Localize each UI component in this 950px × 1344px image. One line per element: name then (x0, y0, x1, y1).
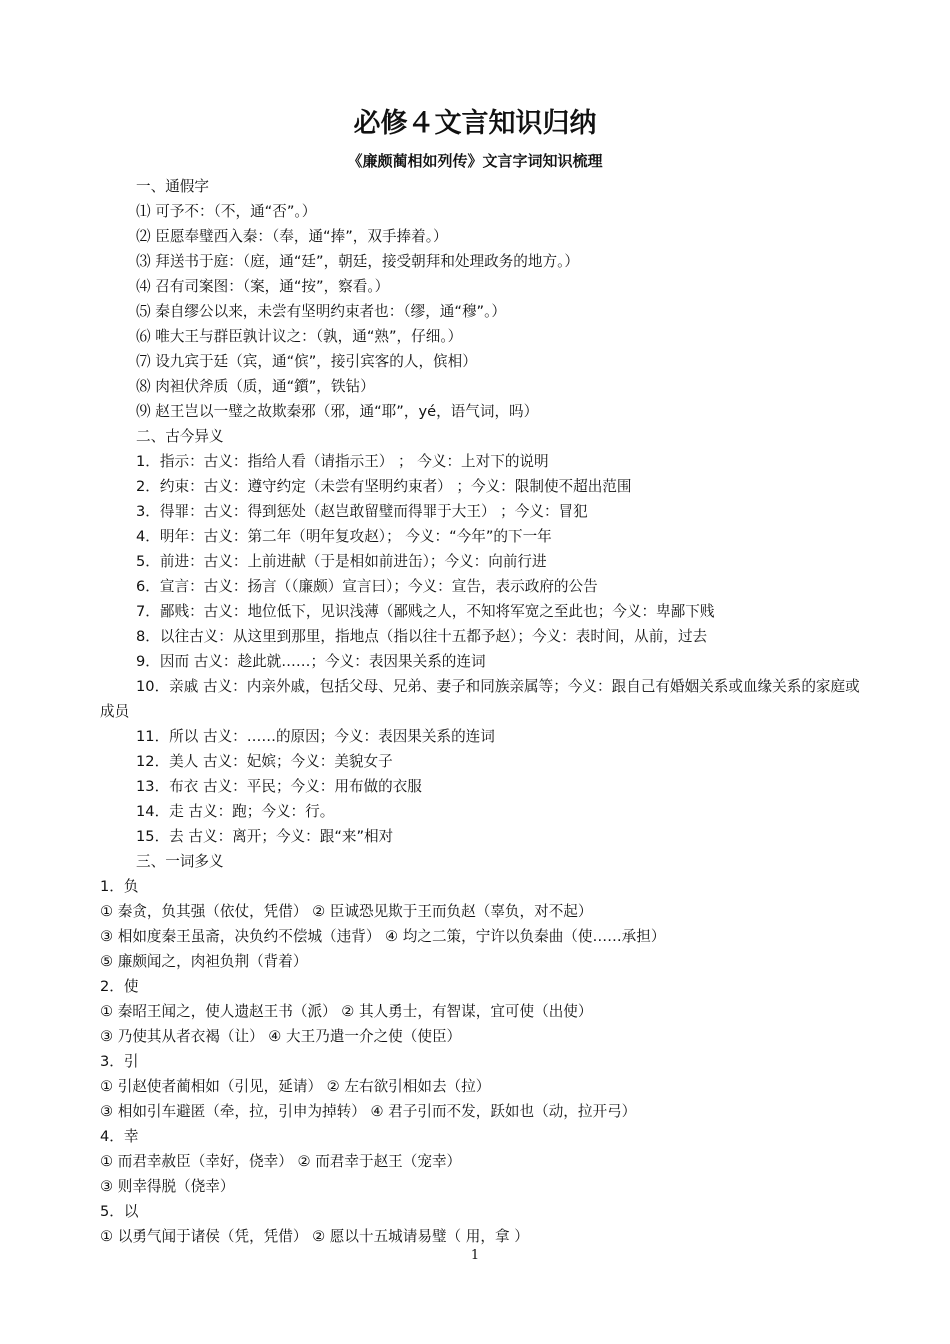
text-line: ⑴ 可予不：（不，通“否”。） (136, 203, 317, 220)
text-line: ① 秦贪，负其强（依仗，凭借） ② 臣诚恐见欺于王而负赵（辜负，对不起） (100, 903, 593, 920)
text-line: ⑺ 设九宾于廷（宾，通“傧”，接引宾客的人，傧相） (136, 353, 477, 370)
text-line: 11．所以 古义：……的原因；今义：表因果关系的连词 (136, 728, 495, 745)
text-line: ① 引赵使者蔺相如（引见，延请） ② 左右欲引相如去（拉） (100, 1078, 491, 1095)
text-line: ⑶ 拜送书于庭：（庭，通“廷”，朝廷，接受朝拜和处理政务的地方。） (136, 253, 579, 270)
text-line: 12．美人 古义：妃嫔；今义：美貌女子 (136, 753, 393, 770)
text-line: ⑹ 唯大王与群臣孰计议之：（孰，通“熟”，仔细。） (136, 328, 463, 345)
text-line: 7．鄙贱：古义：地位低下，见识浅薄（鄙贱之人，不知将军宽之至此也；今义：卑鄙下贱 (136, 603, 715, 620)
text-line: 3．引 (100, 1053, 139, 1070)
document-body (100, 174, 860, 1249)
text-line: 8．以往古义：从这里到那里，指地点（指以往十五都予赵）；今义：表时间，从前，过去 (136, 628, 708, 645)
text-line: 5．以 (100, 1203, 139, 1220)
text-line: 1．负 (100, 878, 139, 895)
text-line: ⑸ 秦自缪公以来，未尝有坚明约束者也：（缪，通“穆”。） (136, 303, 507, 320)
text-line: 4．幸 (100, 1128, 139, 1145)
text-line: 9．因而 古义：趁此就……；今义：表因果关系的连词 (136, 653, 486, 670)
text-line: 6．宣言：古义：扬言（（廉颇）宣言曰）；今义：宣告，表示政府的公告 (136, 578, 598, 595)
text-line: ⑷ 召有司案图：（案，通“按”，察看。） (136, 278, 390, 295)
text-line: 二、古今异义 (136, 428, 224, 445)
text-line: ③ 乃使其从者衣褐（让） ④ 大王乃遣一介之使（使臣） (100, 1028, 462, 1045)
text-line: 2．约束：古义：遵守约定（未尝有坚明约束者） ；今义：限制使不超出范围 (136, 478, 632, 495)
text-line: 10．亲戚 古义：内亲外戚，包括父母、兄弟、妻子和同族亲属等；今义：跟自己有婚姻关系或血缘关系的家庭或成员 (100, 678, 860, 720)
text-line: ① 以勇气闻于诸侯（凭，凭借） ② 愿以十五城请易璧（ 用，拿 ） (100, 1228, 529, 1245)
text-line: ⑤ 廉颇闻之，肉袒负荆（背着） (100, 953, 308, 970)
text-line: 一、通假字 (136, 178, 209, 195)
text-line: 3．得罪：古义：得到惩处（赵岂敢留璧而得罪于大王） ；今义：冒犯 (136, 503, 588, 520)
text-line: 1．指示：古义：指给人看（请指示王） ； 今义：上对下的说明 (136, 453, 549, 470)
page-number: 1 (470, 1248, 480, 1263)
document-title: 必修４文言知识归纳 (353, 108, 597, 139)
text-line: 三、一词多义 (136, 853, 224, 870)
text-line: 4．明年：古义：第二年（明年复攻赵）； 今义：“今年”的下一年 (136, 528, 552, 545)
text-line: ⑵ 臣愿奉璧西入秦：（奉，通“捧”，双手捧着。） (136, 228, 448, 245)
text-line: ③ 相如引车避匿（牵，拉，引申为掉转） ④ 君子引而不发，跃如也（动，拉开弓） (100, 1103, 637, 1120)
text-line: 15．去 古义：离开；今义：跟“来”相对 (136, 828, 394, 845)
text-line: 13．布衣 古义：平民；今义：用布做的衣服 (136, 778, 422, 795)
document-subtitle: 《廉颇蔺相如列传》文言字词知识梳理 (347, 152, 603, 170)
text-line: ③ 相如度秦王虽斋，决负约不偿城（违背） ④ 均之二策，宁许以负秦曲（使……承担） (100, 928, 666, 945)
text-line: ⑻ 肉袒伏斧质（质，通“鑕”，铁钻） (136, 378, 375, 395)
text-line: 5．前进：古义：上前进献（于是相如前进缶）；今义：向前行进 (136, 553, 547, 570)
text-line: 14．走 古义：跑；今义：行。 (136, 803, 335, 820)
text-line: ③ 则幸得脱（侥幸） (100, 1178, 235, 1195)
text-line: ⑼ 赵王岂以一璧之故欺秦邪（邪，通“耶”，yé，语气词，吗） (136, 403, 539, 420)
text-line: ① 秦昭王闻之，使人遗赵王书（派） ② 其人勇士，有智谋，宜可使（出使） (100, 1003, 593, 1020)
text-line: ① 而君幸赦臣（幸好，侥幸） ② 而君幸于赵王（宠幸） (100, 1153, 462, 1170)
text-line: 2．使 (100, 978, 139, 995)
